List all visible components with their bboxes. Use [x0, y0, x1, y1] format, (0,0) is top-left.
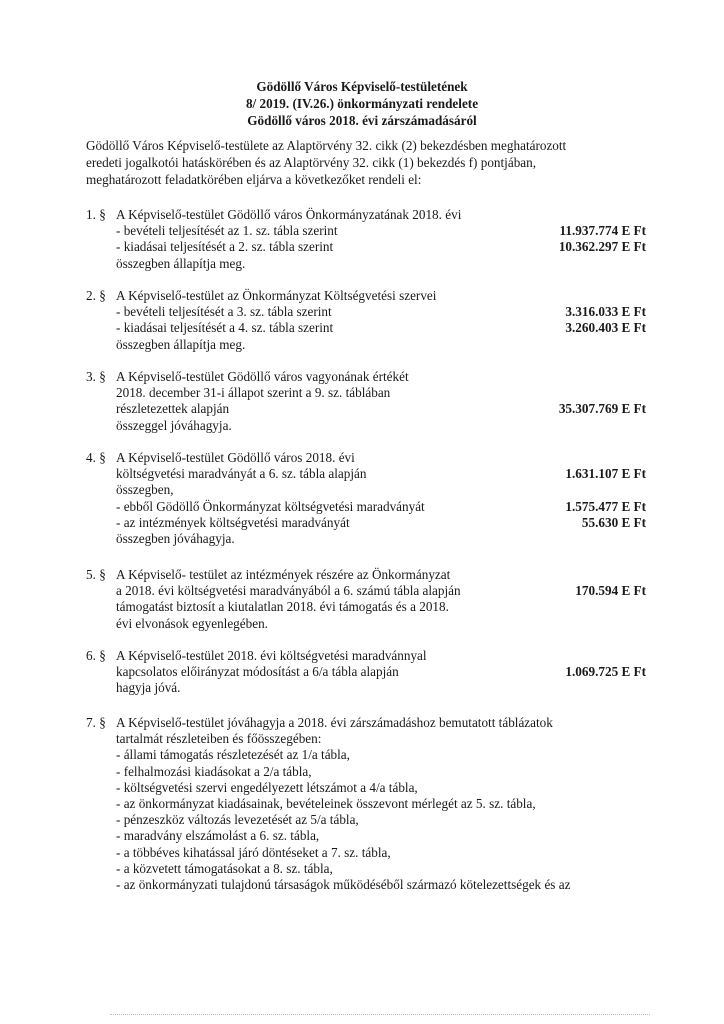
section-line: - felhalmozási kiadásokat a 2/a tábla, [116, 763, 312, 779]
amount-value: 3.316.033 E Ft [565, 304, 646, 320]
section-line: - az önkormányzati tulajdonú társaságok működéséből származó kötelezettségek és az [116, 876, 571, 892]
section-line: kapcsolatos előirányzat módosítást a 6/a tábla alapján [116, 664, 399, 680]
section-7 [86, 715, 646, 893]
section-line: A Képviselő-testület 2018. évi költségvetési maradvánnyal [116, 648, 427, 663]
document-title-line-3: Gödöllő város 2018. évi zárszámadásáról [247, 113, 477, 128]
preamble [86, 137, 646, 188]
page-footer-divider [110, 1014, 650, 1015]
section-number: 7. § [86, 715, 106, 730]
amount-value: 55.630 E Ft [581, 514, 646, 530]
document-title-line-1: Gödöllő Város Képviselő-testületének [256, 79, 468, 94]
preamble-line: eredeti jogalkotói hatáskörében és az Alaptörvény 32. cikk (1) bekezdés f) pontjában, [86, 155, 537, 170]
section-line: A Képviselő-testület jóváhagyja a 2018. évi zárszámadáshoz bemutatott táblázatok [116, 715, 553, 730]
amount-value: 1.069.725 E Ft [565, 664, 646, 680]
amount-value: 170.594 E Ft [575, 583, 646, 599]
section-line: - kiadásai teljesítését a 4. sz. tábla szerint [116, 320, 334, 336]
section-line: a 2018. évi költségvetési maradványából a 6. számú tábla alapján [116, 583, 461, 599]
section-line: összegben jóváhagyja. [116, 530, 235, 546]
section-line: - pénzeszköz változás levezetését az 5/a tábla, [116, 812, 359, 828]
section-number: 5. § [86, 567, 106, 582]
section-line: összeggel jóváhagyja. [116, 417, 232, 433]
section-body [116, 648, 646, 697]
section-line: összegben állapítja meg. [116, 336, 246, 352]
section-line: - a közvetett támogatásokat a 8. sz. tábla, [116, 860, 333, 876]
section-2 [86, 288, 646, 353]
section-body [116, 369, 646, 434]
section-5 [86, 567, 646, 632]
section-line: költségvetési maradványát a 6. sz. tábla alapján [116, 466, 367, 482]
section-line: évi elvonások egyenlegében. [116, 615, 268, 631]
section-line: tartalmát részleteiben és főösszegében: [116, 731, 322, 747]
section-line: A Képviselő-testület Gödöllő város Önkormányzatának 2018. évi [116, 207, 462, 222]
section-4 [86, 450, 646, 547]
section-line: - bevételi teljesítését az 1. sz. tábla szerint [116, 223, 338, 239]
section-1 [86, 207, 646, 272]
section-line: - a többéves kihatással járó döntéseket a 7. sz. tábla, [116, 844, 391, 860]
section-number: 4. § [86, 450, 106, 465]
section-body [116, 450, 646, 547]
section-line: hagyja jóvá. [116, 680, 181, 696]
section-line: A Képviselő-testület az Önkormányzat Költségvetési szervei [116, 288, 437, 303]
section-line: - ebből Gödöllő Önkormányzat költségvetési maradványát [116, 498, 425, 514]
section-line: A Képviselő- testület az intézmények részére az Önkormányzat [116, 567, 451, 582]
section-line: 2018. december 31-i állapot szerint a 9. sz. táblában [116, 385, 391, 401]
section-line: - állami támogatás részletezését az 1/a tábla, [116, 747, 350, 763]
section-line: A Képviselő-testület Gödöllő város vagyonának értékét [116, 369, 409, 384]
preamble-line: Gödöllő Város Képviselő-testülete az Alaptörvény 32. cikk (2) bekezdésben meghatározott [86, 138, 567, 153]
section-body [116, 207, 646, 272]
amount-value: 1.631.107 E Ft [565, 466, 646, 482]
section-line: - bevételi teljesítését a 3. sz. tábla szerint [116, 304, 332, 320]
amount-value: 10.362.297 E Ft [558, 239, 646, 255]
amount-value: 11.937.774 E Ft [559, 223, 646, 239]
section-line: összegben állapítja meg. [116, 255, 246, 271]
section-line: A Képviselő-testület Gödöllő város 2018. évi [116, 450, 355, 465]
amount-value: 1.575.477 E Ft [565, 498, 646, 514]
amount-value: 35.307.769 E Ft [558, 401, 646, 417]
preamble-line: meghatározott feladatkörében eljárva a következőket rendeli el: [86, 172, 422, 187]
section-6 [86, 648, 646, 697]
section-line: - az önkormányzat kiadásainak, bevételeinek összevont mérlegét az 5. sz. tábla, [116, 795, 536, 811]
section-number: 2. § [86, 288, 106, 303]
section-3 [86, 369, 646, 434]
document-title-line-2: 8/ 2019. (IV.26.) önkormányzati rendelete [245, 96, 479, 111]
section-line: - maradvány elszámolást a 6. sz. tábla, [116, 828, 320, 844]
section-line: - költségvetési szervi engedélyezett létszámot a 4/a tábla, [116, 779, 418, 795]
section-number: 6. § [86, 648, 106, 663]
section-body [116, 715, 646, 893]
section-number: 3. § [86, 369, 106, 384]
section-line: támogatást biztosít a kiutalatlan 2018. évi támogatás és a 2018. [116, 599, 449, 615]
section-line: összegben, [116, 482, 174, 498]
section-line: - kiadásai teljesítését a 2. sz. tábla szerint [116, 239, 334, 255]
amount-value: 3.260.403 E Ft [565, 320, 646, 336]
section-line: részletezettek alapján [116, 401, 230, 417]
section-body [116, 288, 646, 353]
section-body [116, 567, 646, 632]
section-number: 1. § [86, 207, 106, 222]
section-line: - az intézmények költségvetési maradványát [116, 514, 350, 530]
